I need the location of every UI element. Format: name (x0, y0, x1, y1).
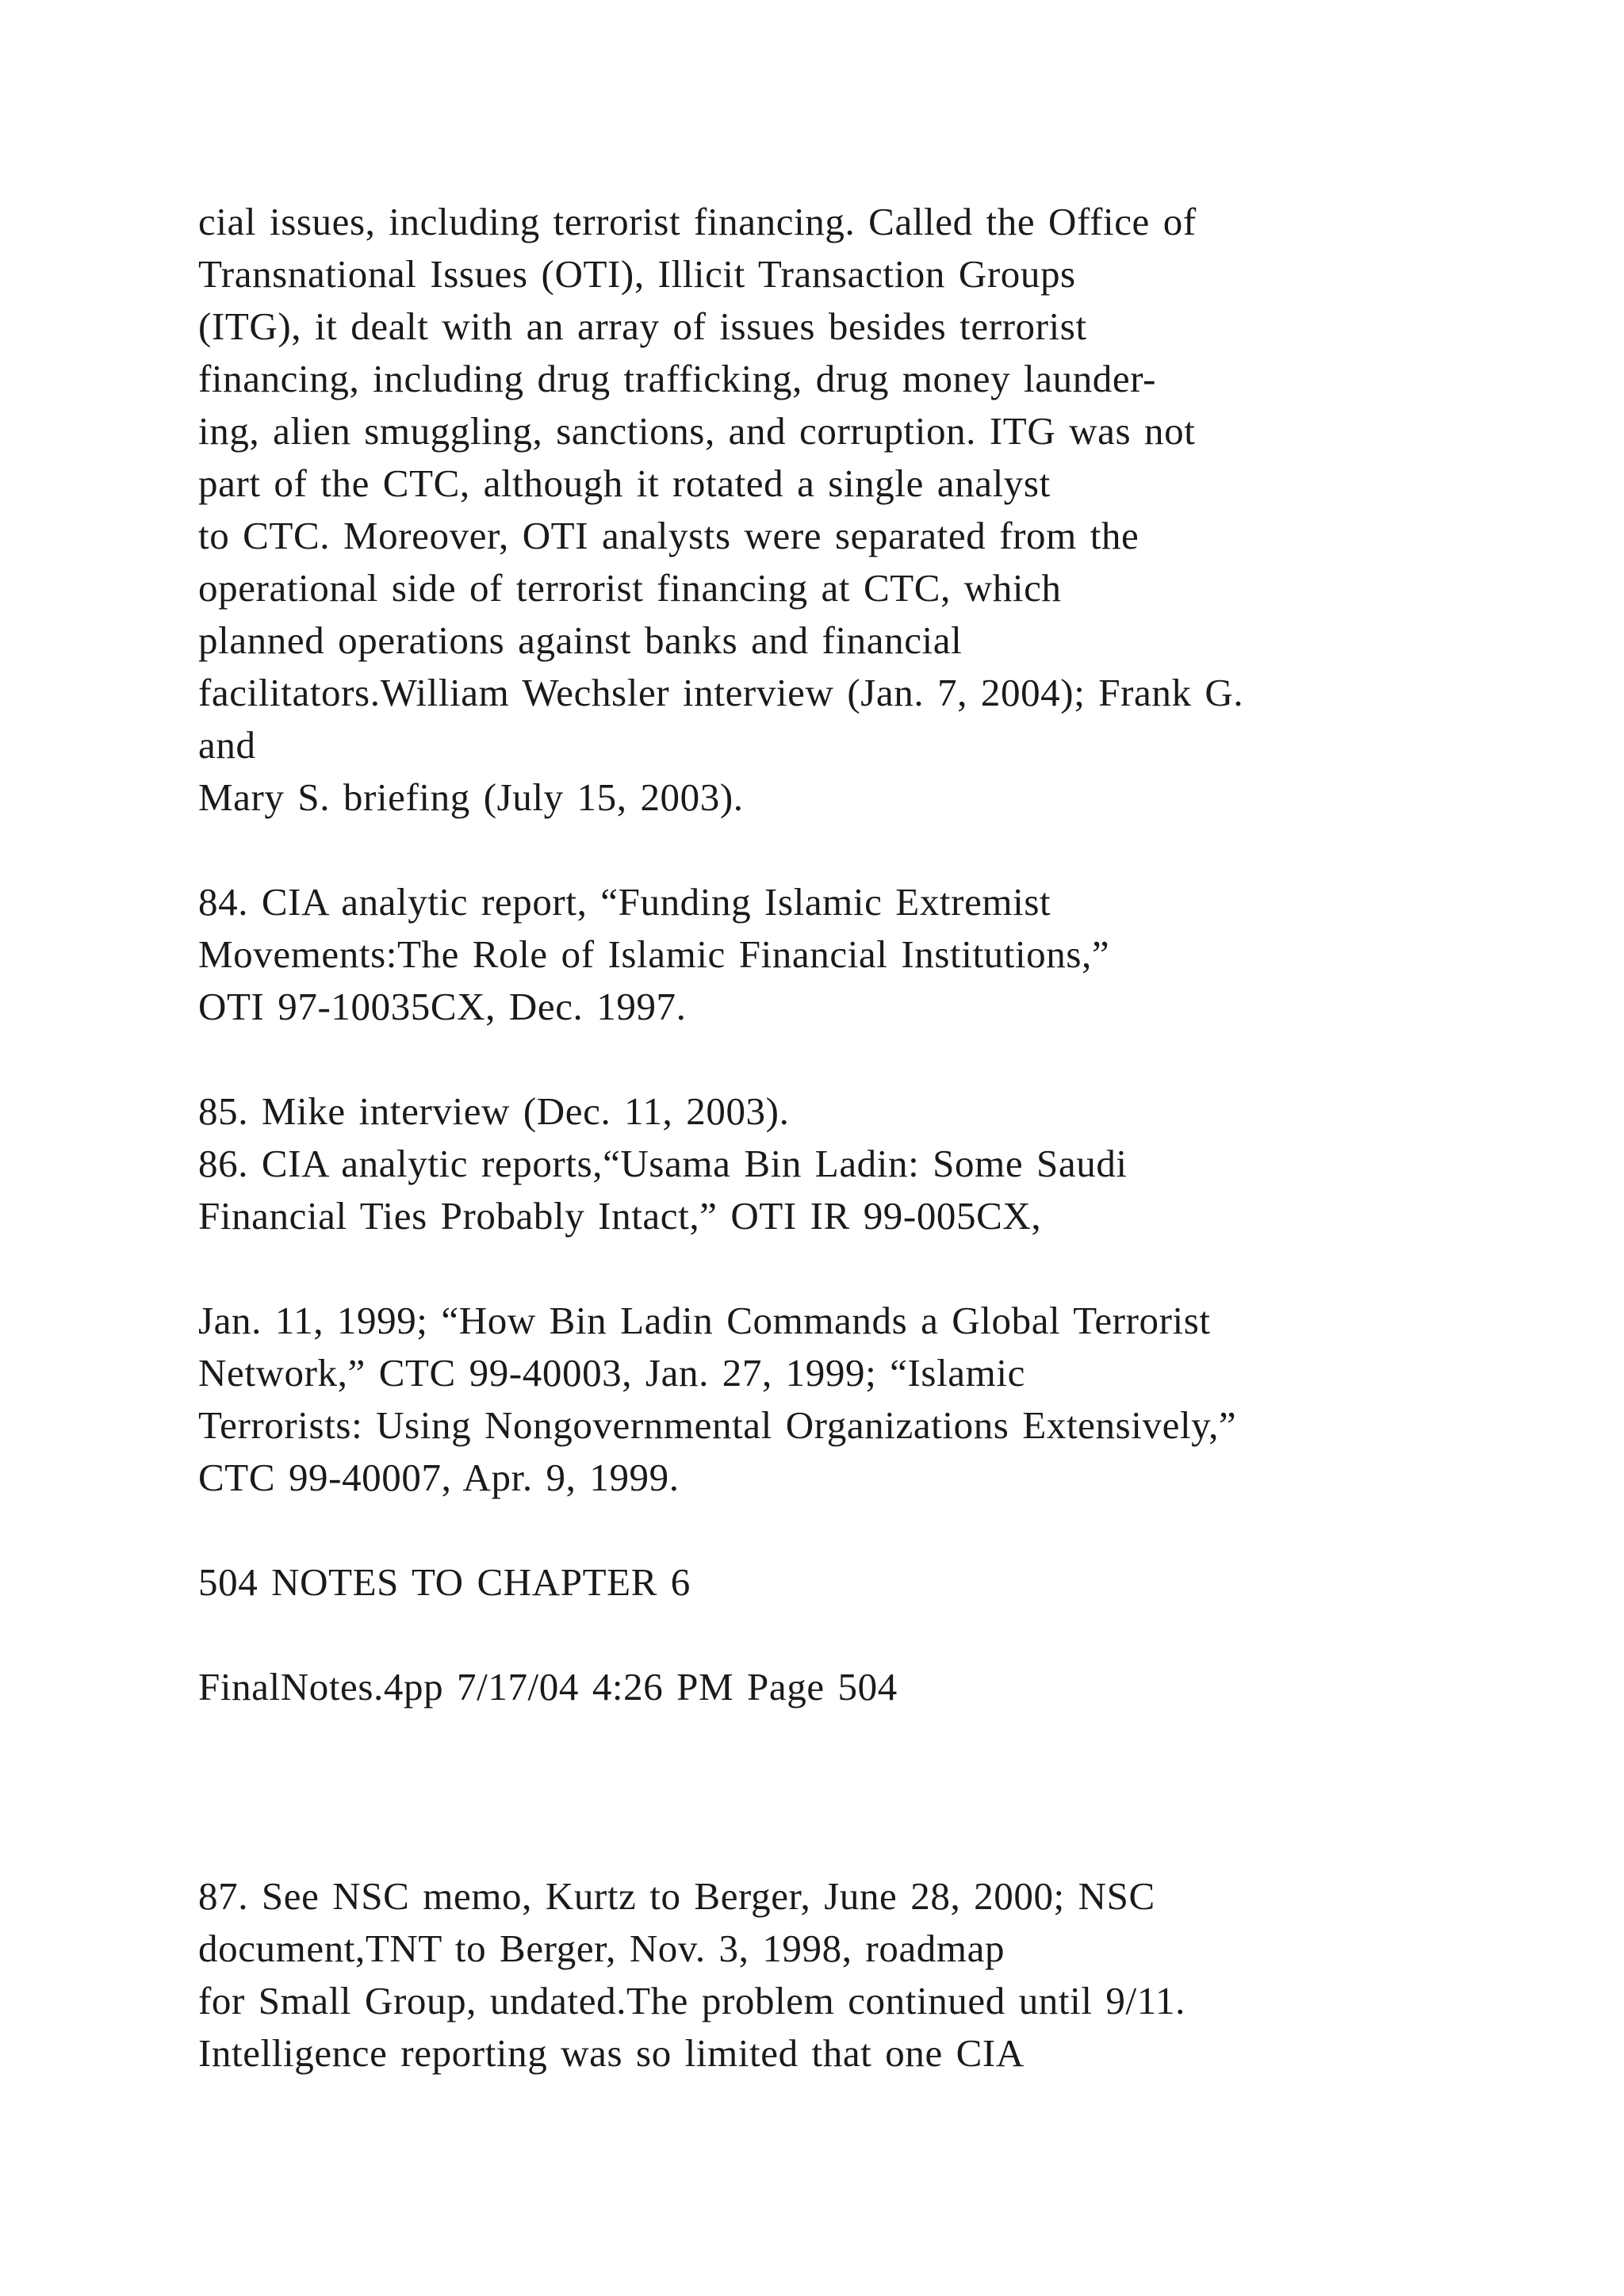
note-85-line: 85. Mike interview (Dec. 11, 2003). (198, 1089, 790, 1133)
text-line: CTC 99-40007, Apr. 9, 1999. (198, 1456, 680, 1499)
text-line: document,TNT to Berger, Nov. 3, 1998, roadmap (198, 1927, 1005, 1970)
text-line: Terrorists: Using Nongovernmental Organizations Extensively,” (198, 1403, 1237, 1447)
text-line: Jan. 11, 1999; “How Bin Ladin Commands a Global Terrorist (198, 1299, 1211, 1342)
text-line: for Small Group, undated.The problem continued until 9/11. (198, 1979, 1185, 2022)
text-line: ing, alien smuggling, sanctions, and corruption. ITG was not (198, 409, 1196, 453)
page-footer: 504 NOTES TO CHAPTER 6 (198, 1560, 691, 1604)
text-line: Financial Ties Probably Intact,” OTI IR 99-005CX, (198, 1194, 1042, 1238)
text-line: Transnational Issues (OTI), Illicit Transaction Groups (198, 252, 1076, 296)
text-line: part of the CTC, although it rotated a single analyst (198, 461, 1051, 505)
text-line: Network,” CTC 99-40003, Jan. 27, 1999; “Islamic (198, 1351, 1025, 1395)
text-line: (ITG), it dealt with an array of issues besides terrorist (198, 304, 1087, 348)
text-line: cial issues, including terrorist financing. Called the Office of (198, 200, 1197, 243)
text-line: facilitators.William Wechsler interview (Jan. 7, 2004); Frank G. (198, 671, 1244, 714)
text-line: planned operations against banks and financial (198, 618, 963, 662)
note-87-line: 87. See NSC memo, Kurtz to Berger, June 28, 2000; NSC (198, 1874, 1155, 1918)
text-line: to CTC. Moreover, OTI analysts were separated from the (198, 514, 1139, 557)
text-line: Intelligence reporting was so limited that one CIA (198, 2031, 1025, 2075)
text-line: Movements:The Role of Islamic Financial Institutions,” (198, 932, 1110, 976)
text-line: and (198, 723, 256, 767)
text-line: financing, including drug trafficking, drug money launder- (198, 357, 1157, 400)
note-84-line: 84. CIA analytic report, “Funding Islamic Extremist (198, 880, 1051, 924)
print-slug: FinalNotes.4pp 7/17/04 4:26 PM Page 504 (198, 1665, 898, 1709)
text-line: OTI 97-10035CX, Dec. 1997. (198, 985, 687, 1028)
text-line: operational side of terrorist financing at CTC, which (198, 566, 1062, 610)
text-line: Mary S. briefing (July 15, 2003). (198, 775, 744, 819)
note-86-line: 86. CIA analytic reports,“Usama Bin Ladin: Some Saudi (198, 1142, 1128, 1185)
